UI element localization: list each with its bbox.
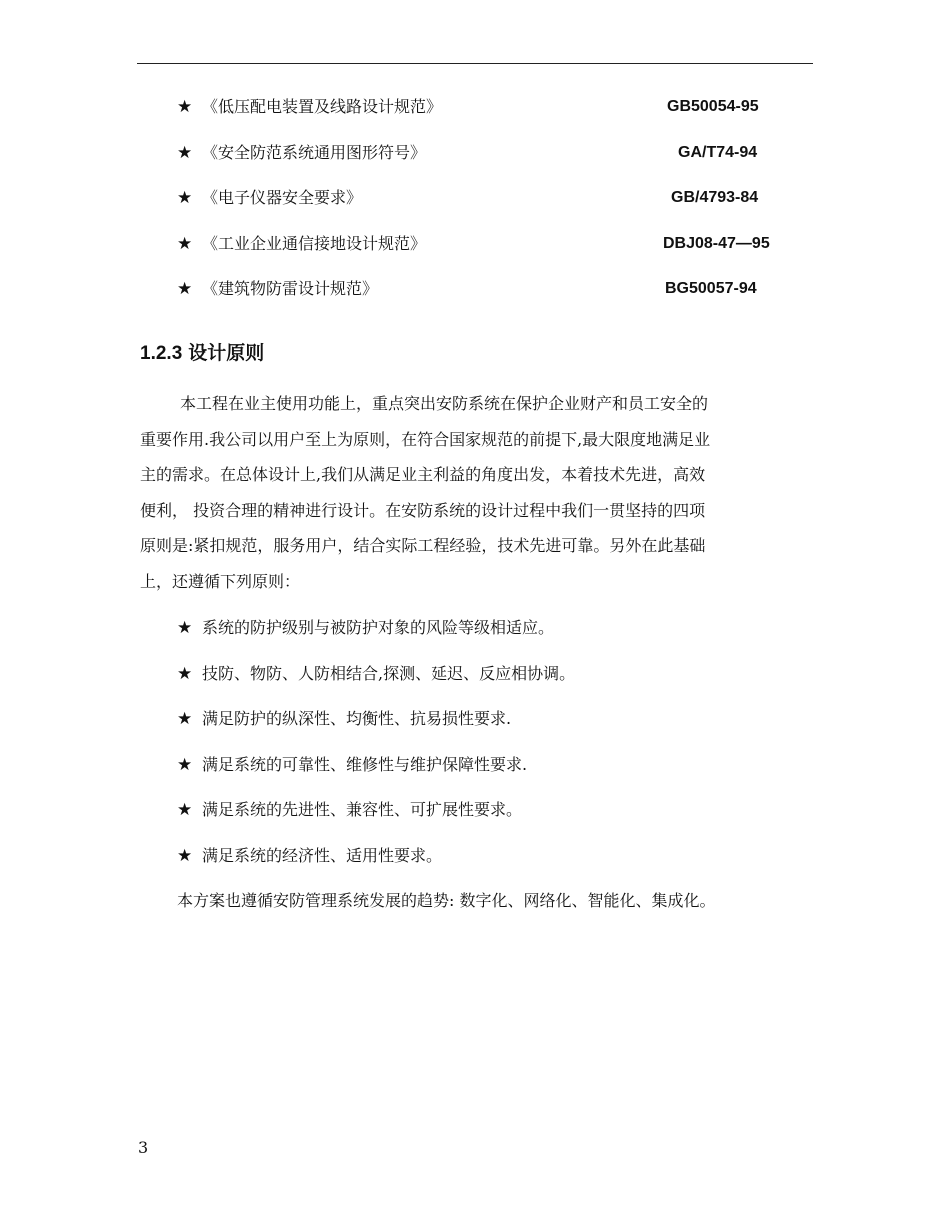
- star-icon: ★: [177, 663, 193, 684]
- star-icon: ★: [177, 188, 193, 208]
- paragraph-line: 本工程在业主使用功能上，重点突出安防系统在保护企业财产和员工安全的: [180, 394, 709, 413]
- paragraph-line: 主的需求。在总体设计上,我们从满足业主利益的角度出发，本着技术先进，高效: [140, 465, 706, 485]
- principle-text: 满足系统的经济性、适用性要求。: [202, 845, 443, 865]
- principle-text: 满足系统的先进性、兼容性、可扩展性要求。: [202, 800, 523, 819]
- star-icon: ★: [177, 233, 193, 254]
- principle-item: [177, 798, 817, 844]
- principle-item: [177, 616, 817, 662]
- star-icon: ★: [177, 618, 193, 638]
- standard-code: GB/4793-84: [671, 189, 759, 206]
- principle-item: [177, 707, 817, 753]
- standards-list: [177, 95, 817, 323]
- star-icon: ★: [177, 845, 193, 866]
- standard-title: 《工业企业通信接地设计规范》: [202, 233, 427, 253]
- standard-item: [177, 95, 817, 141]
- standard-code: DBJ08-47—95: [663, 234, 770, 252]
- standard-item: [177, 232, 817, 278]
- paragraph-line: 便利， 投资合理的精神进行设计。在安防系统的设计过程中我们一贯坚持的四项: [140, 500, 706, 520]
- principle-text: 系统的防护级别与被防护对象的风险等级相适应。: [202, 618, 555, 637]
- principles-list: [177, 616, 817, 889]
- section-number: 1.2.3: [140, 343, 183, 364]
- standard-item: [177, 186, 817, 232]
- paragraph-line: 上，还遵循下列原则：: [140, 571, 301, 591]
- principle-item: [177, 753, 817, 799]
- body-paragraph: [140, 386, 820, 600]
- star-icon: ★: [177, 800, 193, 820]
- header-rule: [137, 63, 813, 64]
- closing-sentence: 本方案也遵循安防管理系统发展的趋势: 数字化、网络化、智能化、集成化。: [177, 891, 716, 910]
- star-icon: ★: [177, 754, 193, 775]
- star-icon: ★: [177, 142, 193, 163]
- principle-item: [177, 662, 817, 708]
- principle-text: 技防、物防、人防相结合,探测、延迟、反应相协调。: [202, 663, 576, 683]
- standard-title: 《建筑物防雷设计规范》: [202, 279, 379, 298]
- star-icon: ★: [177, 97, 193, 117]
- principle-text: 满足系统的可靠性、维修性与维护保障性要求.: [202, 754, 528, 774]
- standard-title: 《低压配电装置及线路设计规范》: [202, 97, 443, 116]
- standard-title: 《安全防范系统通用图形符号》: [202, 142, 427, 162]
- standard-item: [177, 141, 817, 187]
- paragraph-line: 重要作用.我公司以用户至上为原则，在符合国家规范的前提下,最大限度地满足业: [140, 429, 711, 449]
- page-number: 3: [138, 1138, 149, 1157]
- standard-title: 《电子仪器安全要求》: [202, 188, 363, 207]
- standard-code: GA/T74-94: [678, 143, 758, 161]
- principle-item: [177, 844, 817, 890]
- standard-code: GB50054-95: [667, 98, 759, 115]
- paragraph-line: 原则是:紧扣规范，服务用户，结合实际工程经验，技术先进可靠。另外在此基础: [140, 536, 706, 556]
- star-icon: ★: [177, 709, 193, 729]
- star-icon: ★: [177, 279, 193, 299]
- standard-item: [177, 277, 817, 323]
- standard-code: BG50057-94: [665, 280, 757, 297]
- section-title: 设计原则: [188, 343, 265, 364]
- principle-text: 满足防护的纵深性、均衡性、抗易损性要求.: [202, 709, 512, 728]
- section-heading: [140, 341, 264, 367]
